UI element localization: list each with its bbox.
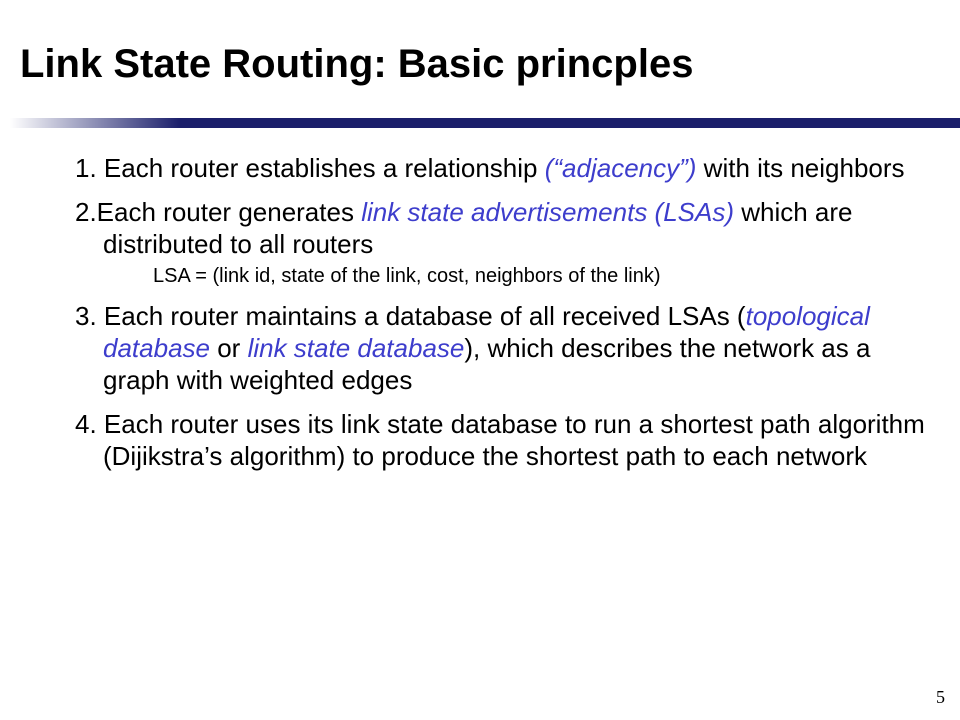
item-2-text-end: which are distributed to all routers	[103, 197, 853, 259]
item-1-text: 1. Each router establishes a relationship	[75, 153, 545, 183]
list-item-3	[75, 300, 935, 396]
item-3-text-mid: or	[209, 333, 248, 363]
slide-title: Link State Routing: Basic princples	[20, 42, 694, 86]
list-item-1	[75, 152, 935, 184]
title-underline-bar	[0, 118, 960, 128]
slide-body	[75, 152, 935, 484]
page-number: 5	[936, 687, 945, 707]
list-item-2	[75, 196, 935, 260]
item-3-highlight-topological: topological database	[103, 301, 870, 363]
item-2-text: 2.Each router generates	[75, 197, 362, 227]
item-2-highlight: link state advertisements (LSAs)	[361, 197, 734, 227]
item-1-text-end: with its neighbors	[696, 153, 905, 183]
item-3-text-end: ), which describes the network as a graph with weighted edges	[103, 333, 871, 395]
item-1-highlight: (“adjacency”)	[544, 153, 697, 183]
item-3-text: 3. Each router maintains a database of all received LSAs (	[75, 301, 746, 331]
item-3-highlight-linkstate: link state database	[247, 333, 465, 363]
lsa-definition: LSA = (link id, state of the link, cost, neighbors of the link)	[153, 265, 661, 287]
list-item-4: 4. Each router uses its link state database to run a shortest path algorithm (Dijikstra’s algorithm) to produce the shortest path to each network	[75, 409, 925, 471]
